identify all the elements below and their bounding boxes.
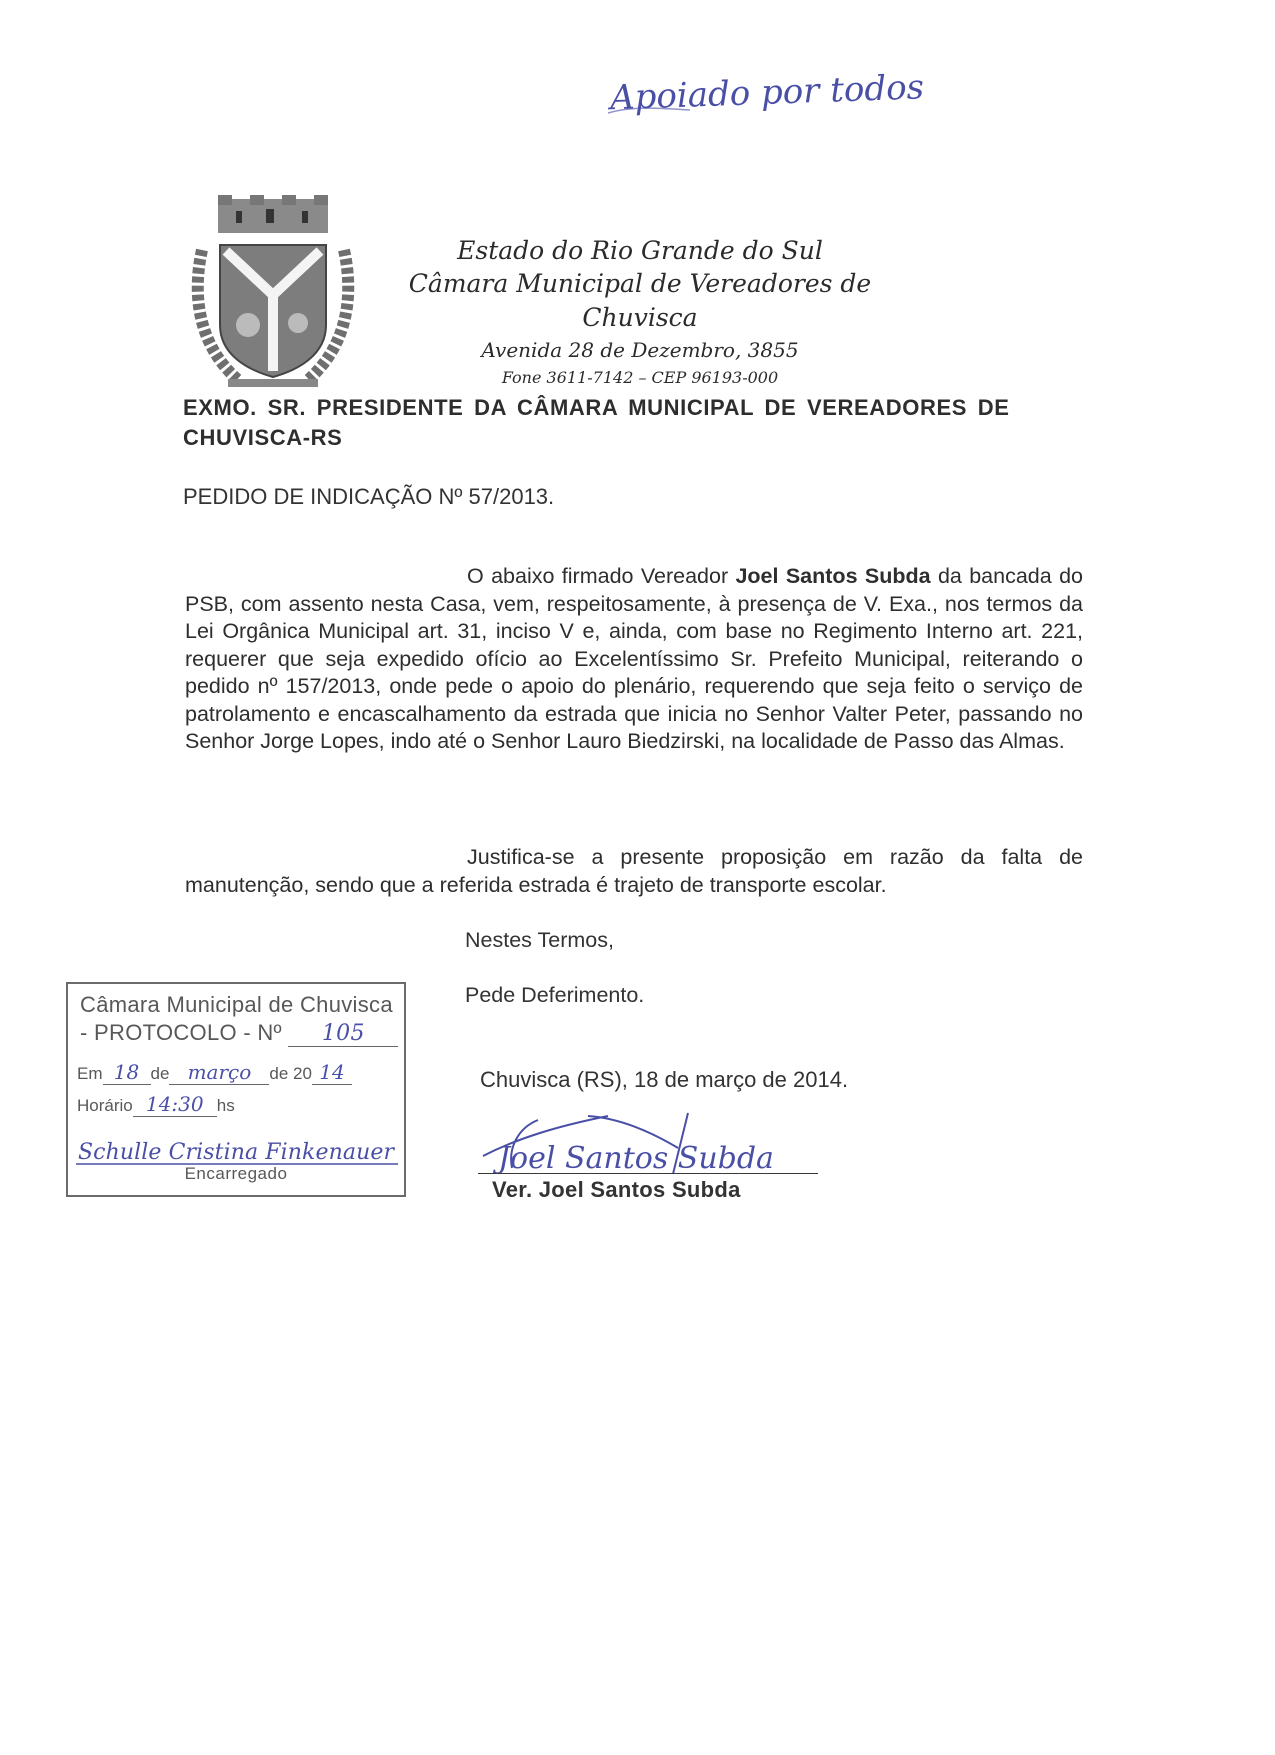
p1-rest: da bancada do PSB, com assento nesta Casa, vem, respeitosamente, à presença de V. Exa., nos termos da Lei Orgânica Municipal art. 31, inciso V e, ainda, com base no Regimento Interno art. 221, requerer que seja expedido ofício ao Excelentíssimo Sr. Prefeito Municipal, reiterando o pedido nº 157/2013, onde pede o apoio do plenário, requerendo que seja feito o serviço de patrolamento e encascalhamento da estrada que inicia no Senhor Valter Peter, passando no Senhor Jorge Lopes, indo até o Senhor Lauro Biedzirski, na localidade de Passo das Almas. xyxy=(185,564,1083,753)
councilor-signature xyxy=(478,1108,818,1176)
stamp-date-prefix: Em xyxy=(77,1064,103,1083)
signature-line xyxy=(478,1173,818,1174)
letterhead-institution: Câmara Municipal de Vereadores de Chuvisca xyxy=(408,269,872,332)
stamp-de-1: de xyxy=(150,1064,170,1083)
closing-line-2: Pede Deferimento. xyxy=(465,983,645,1007)
stamp-month: março xyxy=(187,1060,252,1084)
stamp-protocol-label: - PROTOCOLO - Nº xyxy=(80,1020,282,1045)
stamp-month-field xyxy=(169,1060,269,1085)
letterhead-contact: Fone 3611-7142 – CEP 96193-000 xyxy=(501,368,779,387)
coat-of-arms-crest-icon xyxy=(188,195,358,395)
place-date: Chuvisca (RS), 18 de março de 2014. xyxy=(480,1067,849,1092)
stamp-protocol-number: 105 xyxy=(321,1021,365,1046)
stamp-protocol-field xyxy=(288,1020,398,1047)
stamp-time-field xyxy=(133,1092,217,1117)
stamp-protocol-line xyxy=(80,1020,398,1047)
stamp-day-field xyxy=(103,1060,151,1085)
stamp-time: 14:30 xyxy=(145,1092,204,1116)
body-paragraph-2 xyxy=(185,844,1083,899)
stamp-year-suffix: 14 xyxy=(319,1060,345,1084)
closing-line-1: Nestes Termos, xyxy=(465,928,614,952)
p2-text: Justifica-se a presente proposição em razão da falta de manutenção, sendo que a referida estrada é trajeto de transporte escolar. xyxy=(185,845,1083,897)
request-title: PEDIDO DE INDICAÇÃO Nº 57/2013. xyxy=(183,484,555,509)
letterhead-address: Avenida 28 de Dezembro, 3855 xyxy=(481,338,799,362)
signer-name: Ver. Joel Santos Subda xyxy=(492,1177,741,1202)
stamp-time-line xyxy=(77,1092,235,1117)
clerk-signature-text: Schulle Cristina Finkenauer xyxy=(78,1140,394,1165)
stamp-title: Câmara Municipal de Chuvisca xyxy=(80,992,393,1017)
p1-start: O abaixo firmado Vereador xyxy=(467,564,736,588)
stamp-year-field xyxy=(312,1060,352,1085)
councilor-name: Joel Santos Subda xyxy=(735,564,931,588)
stamp-date-line xyxy=(77,1060,352,1085)
protocol-stamp xyxy=(66,982,406,1197)
handwritten-annotation xyxy=(600,58,980,128)
handwritten-note-text: Apoiado por todos xyxy=(609,67,925,119)
letterhead-state: Estado do Rio Grande do Sul xyxy=(457,236,823,265)
stamp-time-label: Horário xyxy=(77,1096,133,1115)
letterhead xyxy=(370,235,910,391)
body-paragraph-1 xyxy=(185,563,1083,756)
clerk-signature xyxy=(76,1134,398,1168)
stamp-day: 18 xyxy=(113,1060,140,1084)
addressee-heading: EXMO. SR. PRESIDENTE DA CÂMARA MUNICIPAL DE VEREADORES DE CHUVISCA-RS xyxy=(183,395,1010,450)
stamp-clerk-role: Encarregado xyxy=(184,1164,288,1183)
stamp-time-unit: hs xyxy=(216,1096,235,1115)
signature-text: Joel Santos Subda xyxy=(498,1141,774,1176)
stamp-de-2: de 20 xyxy=(269,1064,312,1083)
